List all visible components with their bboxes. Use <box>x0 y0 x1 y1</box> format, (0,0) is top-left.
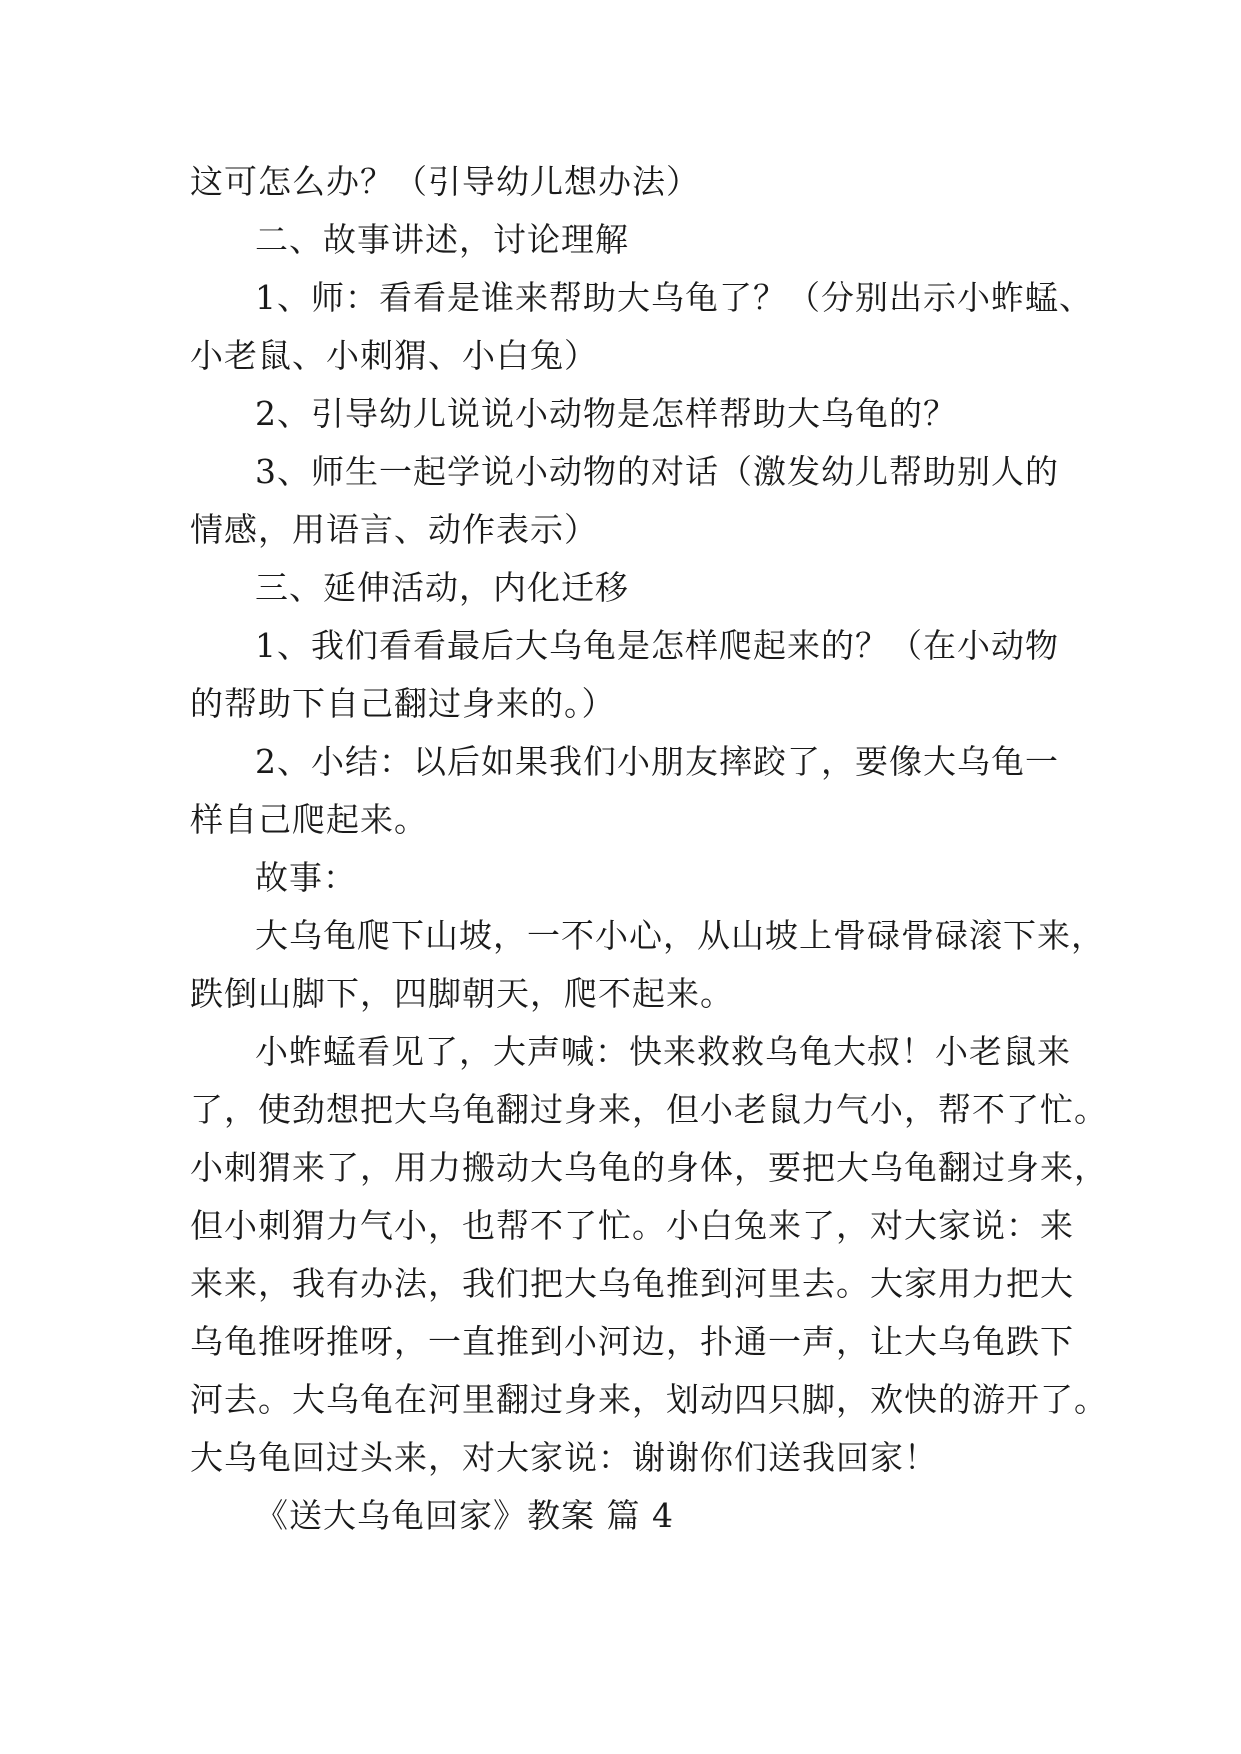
body-line: 2、引导幼儿说说小动物是怎样帮助大乌龟的？ <box>255 394 957 433</box>
story-line: 但小刺猬力气小，也帮不了忙。小白兔来了，对大家说：来 <box>190 1206 1074 1245</box>
body-line: 这可怎么办？（引导幼儿想办法） <box>190 162 700 201</box>
story-label: 故事： <box>255 858 357 897</box>
story-line: 小刺猬来了，用力搬动大乌龟的身体，要把大乌龟翻过身来， <box>190 1148 1108 1187</box>
story-line: 乌龟推呀推呀，一直推到小河边，扑通一声，让大乌龟跌下 <box>190 1322 1074 1361</box>
body-line: 小老鼠、小刺猬、小白兔） <box>190 336 598 375</box>
story-line: 大乌龟爬下山坡，一不小心，从山坡上骨碌骨碌滚下来， <box>255 916 1105 955</box>
section-heading: 二、故事讲述，讨论理解 <box>255 220 629 259</box>
lesson-plan-title: 《送大乌龟回家》教案 篇 4 <box>255 1496 674 1535</box>
body-line: 3、师生一起学说小动物的对话（激发幼儿帮助别人的 <box>255 452 1059 491</box>
body-line: 1、我们看看最后大乌龟是怎样爬起来的？（在小动物 <box>255 626 1059 665</box>
story-line: 大乌龟回过头来，对大家说：谢谢你们送我回家！ <box>190 1438 938 1477</box>
body-line: 情感，用语言、动作表示） <box>190 510 598 549</box>
body-line: 的帮助下自己翻过身来的。） <box>190 684 616 723</box>
body-line: 1、师：看看是谁来帮助大乌龟了？（分别出示小蚱蜢、 <box>255 278 1093 317</box>
story-line: 了，使劲想把大乌龟翻过身来，但小老鼠力气小，帮不了忙。 <box>190 1090 1108 1129</box>
section-heading: 三、延伸活动，内化迁移 <box>255 568 629 607</box>
body-line: 2、小结：以后如果我们小朋友摔跤了，要像大乌龟一 <box>255 742 1059 781</box>
body-line: 样自己爬起来。 <box>190 800 428 839</box>
story-line: 跌倒山脚下，四脚朝天，爬不起来。 <box>190 974 734 1013</box>
story-line: 小蚱蜢看见了，大声喊：快来救救乌龟大叔！小老鼠来 <box>255 1032 1071 1071</box>
story-line: 来来，我有办法，我们把大乌龟推到河里去。大家用力把大 <box>190 1264 1074 1303</box>
story-line: 河去。大乌龟在河里翻过身来，划动四只脚，欢快的游开了。 <box>190 1380 1108 1419</box>
